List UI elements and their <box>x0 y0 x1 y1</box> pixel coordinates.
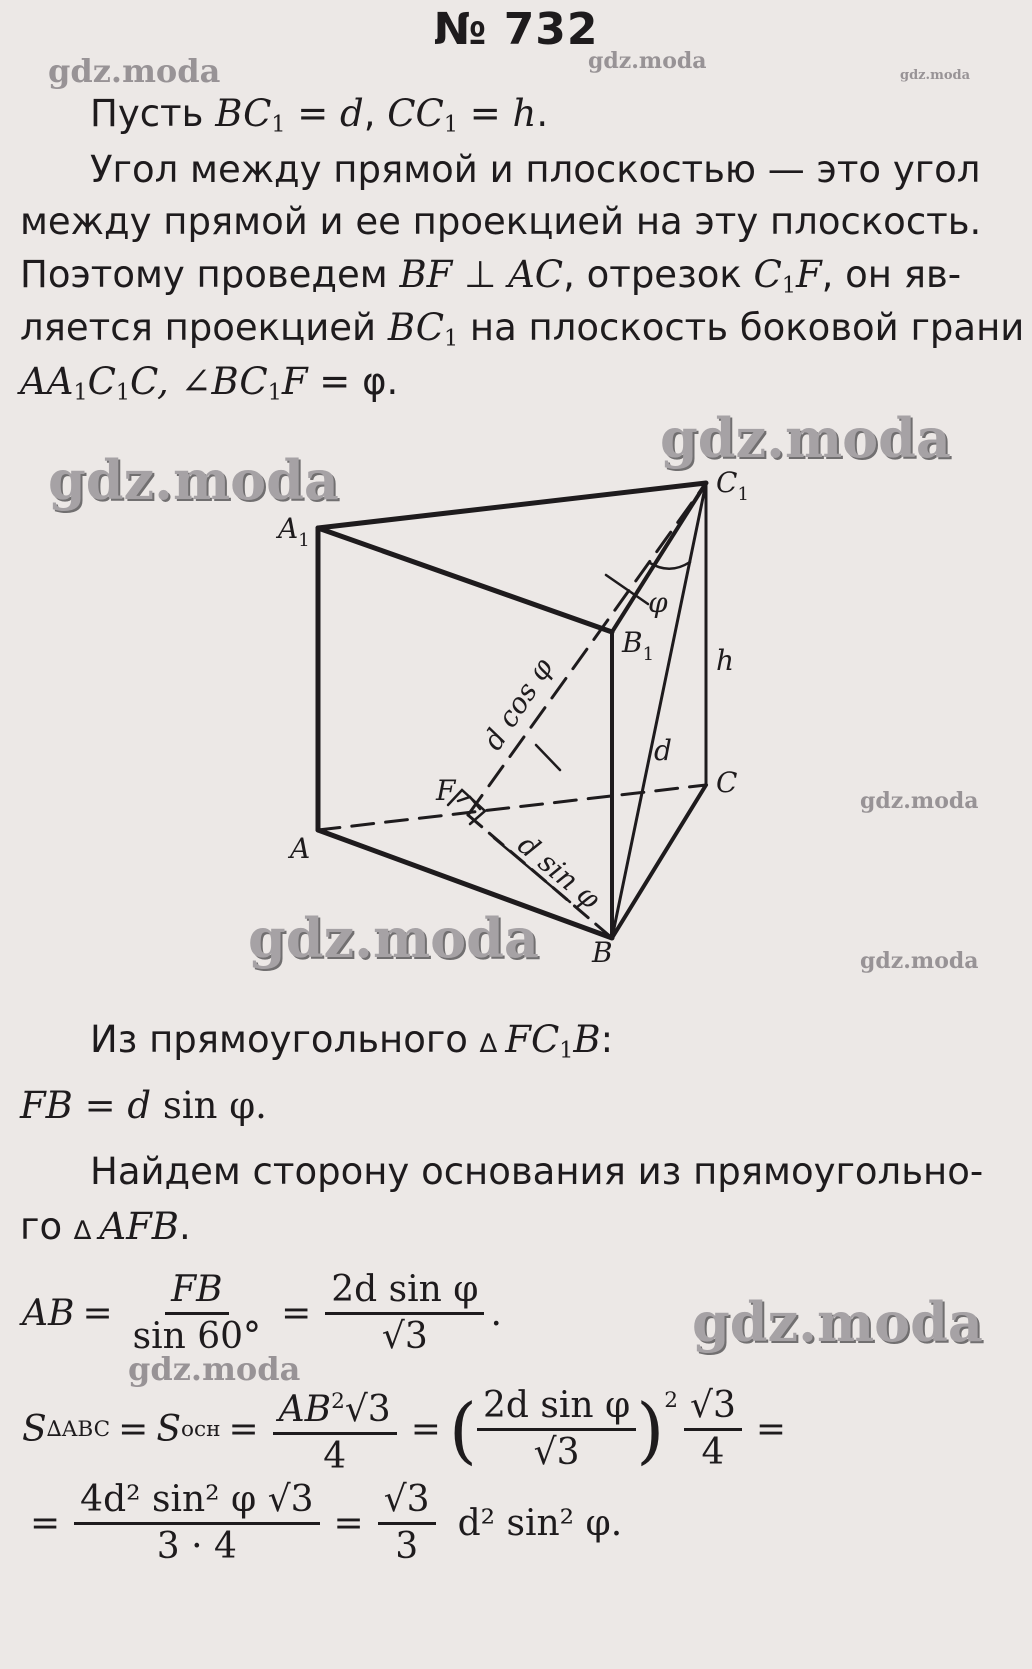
edge-a-c-hidden <box>318 785 706 830</box>
watermark: gdz.moda <box>128 1350 301 1388</box>
problem-number: № 732 <box>433 4 599 55</box>
label-a1: $A_1$ <box>278 512 310 551</box>
watermark: gdz.moda <box>692 1290 983 1354</box>
label-b1: $B_1$ <box>622 626 655 665</box>
given-line: Пусть $BC_1 = d$, $CC_1 = h$. <box>90 92 549 138</box>
watermark: gdz.moda <box>900 68 971 83</box>
text-line: го ∆ AFB. <box>20 1205 191 1248</box>
edge-b-c <box>612 785 706 938</box>
label-f: F <box>436 774 456 807</box>
label-d-cos-phi: d cos φ <box>476 652 560 756</box>
text-line: Угол между прямой и плоскостью — это угол <box>90 148 981 191</box>
text-line: Из прямоугольного ∆ $FC_1B$: <box>90 1018 614 1064</box>
label-phi: φ <box>648 586 668 619</box>
text-line: между прямой и ее проекцией на эту плоскость. <box>20 200 982 243</box>
text-line: Найдем сторону основания из прямоугольно- <box>90 1150 984 1193</box>
watermark: gdz.moda <box>860 948 979 974</box>
label-d-sin-phi: d sin φ <box>511 828 607 916</box>
edge-a1-b1 <box>318 528 612 632</box>
watermark: gdz.moda <box>860 788 979 814</box>
watermark: gdz.moda <box>660 406 951 470</box>
text-line: $AA_1C_1C$, $\angle BC_1F = \varphi$. <box>20 360 399 406</box>
label-b: B <box>592 936 613 969</box>
prism-figure <box>0 440 1032 980</box>
formula-ab: AB = $\frac{FB}{\sin 60^\circ}$ = $\frac{\text{2d sin φ}}{√3}$ . <box>22 1269 502 1357</box>
label-h: h <box>716 644 735 677</box>
watermark: gdz.moda <box>588 48 707 74</box>
edge-a1-c1 <box>318 483 706 528</box>
label-a: A <box>290 832 311 865</box>
text-line: ляется проекцией $BC_1$ на плоскость боковой грани <box>20 306 1025 352</box>
label-d: d <box>654 734 672 767</box>
formula-line: FB = d sin φ. <box>20 1084 267 1127</box>
formula-result: = $\frac{\text{4d² sin² φ √3}}{3 \cdot 4}$ = $\frac{√3}{3}$ d² sin² φ. <box>30 1479 623 1567</box>
formula-area: S ∆ABC = S осн = $\frac{AB^2√3}{4}$ = ( $\frac{\text{2d sin φ}}{√3}$ ) $^2$ $\frac{√3}{4}$ = <box>22 1380 794 1479</box>
watermark: gdz.moda <box>48 52 221 90</box>
label-c: C <box>716 766 738 799</box>
text-line: Поэтому проведем BF ⊥ AC, отрезок $C_1F$, он яв- <box>20 253 962 299</box>
watermark: gdz.moda <box>248 906 539 970</box>
label-c1: $C_1$ <box>716 466 749 505</box>
watermark: gdz.moda <box>48 448 339 512</box>
segment-b-c1 <box>612 483 706 938</box>
